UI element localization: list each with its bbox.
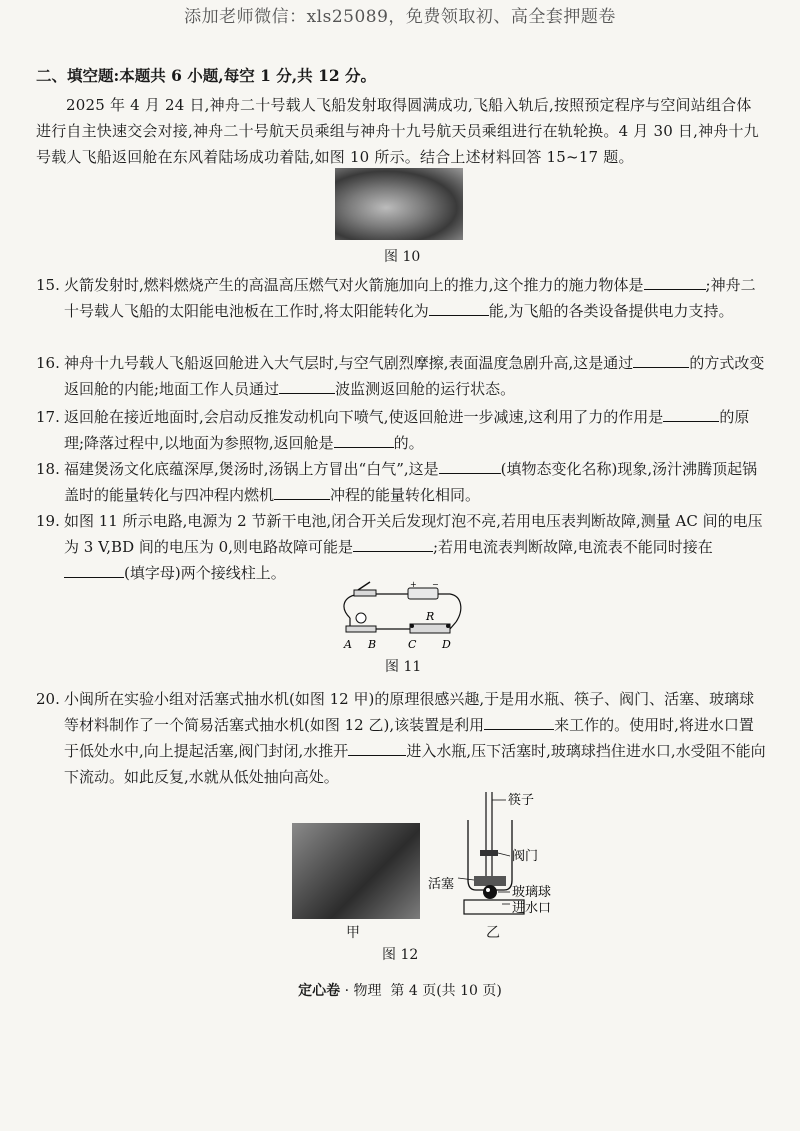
question-text: 神舟十九号载人飞船返回舱进入大气层时,与空气剧烈摩擦,表面温度急剧升高,这是通过 xyxy=(64,354,634,372)
question-text: 火箭发射时,燃料燃烧产生的高温高压燃气对火箭施加向上的推力,这个推力的施力物体是 xyxy=(64,276,644,294)
question-text: 返回舱在接近地面时,会启动反推发动机向下喷气,使返回舱进一步减速,这利用了力的作用是 xyxy=(64,408,664,426)
question-text: (填物态变化名称)现象,汤汁沸腾顶起锅盖时的能量转化与四冲程内燃机 xyxy=(64,460,758,504)
question-16 xyxy=(36,350,766,402)
switch-base xyxy=(354,590,376,596)
label-piston: 活塞 xyxy=(428,877,455,892)
question-number: 20. xyxy=(36,690,60,708)
minus-sign: − xyxy=(432,580,439,589)
question-text: ;若用电流表判断故障,电流表不能同时接在 xyxy=(432,538,713,556)
question-text: 的。 xyxy=(393,434,424,452)
question-number: 19. xyxy=(36,512,60,530)
answer-blank[interactable] xyxy=(348,739,406,756)
label-glass-ball: 玻璃球 xyxy=(512,885,552,900)
question-text: 来工作的。使用时,将进水口置于低处水中,向上提起活塞,阀门封闭,水推开 xyxy=(64,716,754,760)
figure-12-label-jia: 甲 xyxy=(346,925,360,941)
question-text: 波监测返回舱的运行状态。 xyxy=(335,380,516,398)
page-footer xyxy=(0,980,800,1000)
figure-11-caption: 图 11 xyxy=(385,659,422,675)
question-text: 冲程的能量转化相同。 xyxy=(330,486,481,504)
figure-12-diagram-yi xyxy=(428,790,588,930)
question-text: 如图 11 所示电路,电源为 2 节新干电池,闭合开关后发现灯泡不亮,若用电压表判断故障,测量 AC 间的电压为 3 V,BD 间的电压为 0,则电路故障可能是 xyxy=(64,512,763,556)
question-text: (填字母)两个接线柱上。 xyxy=(124,564,286,582)
answer-blank[interactable] xyxy=(64,561,124,578)
question-18 xyxy=(36,456,766,508)
question-20 xyxy=(36,686,766,790)
intro-paragraph: 2025 年 4 月 24 日,神舟二十号载人飞船发射取得圆满成功,飞船入轨后,按照预定程序与空间站组合体进行自主快速交会对接,神舟二十号航天员乘组与神舟十九号航天员乘组进行在轨轮换。4 月 30 日,神舟十九号载人飞船返回舱在东风着陆场成功着陆,如图 10 所示。结合上述材料回答 15~17 题。 xyxy=(36,96,759,166)
answer-blank[interactable] xyxy=(429,299,489,316)
question-15 xyxy=(36,272,766,324)
answer-blank[interactable] xyxy=(484,713,554,730)
label-D: D xyxy=(442,638,451,651)
question-number: 16. xyxy=(36,354,60,372)
section-title: 二、填空题:本题共 6 小题,每空 1 分,共 12 分。 xyxy=(36,66,377,85)
label-A: A xyxy=(344,638,352,651)
question-text: ;神舟二十号载人飞船的太阳能电池板在工作时,将太阳能转化为 xyxy=(64,276,756,320)
lamp-bulb xyxy=(356,613,366,623)
plus-sign: + xyxy=(410,580,417,589)
answer-blank[interactable] xyxy=(663,405,719,422)
answer-blank[interactable] xyxy=(279,377,335,394)
figure-12-caption: 图 12 xyxy=(382,947,419,963)
question-number: 15. xyxy=(36,276,60,294)
question-text: 的方式改变返回舱的内能;地面工作人员通过 xyxy=(64,354,765,398)
question-text: 进入水瓶,压下活塞时,玻璃球挡住进水口,水受阻不能向下流动。如此反复,水就从低处抽向高处。 xyxy=(64,742,766,786)
label-B: B xyxy=(368,638,377,651)
answer-blank[interactable] xyxy=(334,431,394,448)
valve-shape xyxy=(480,850,498,856)
question-17 xyxy=(36,404,766,456)
answer-blank[interactable] xyxy=(353,535,433,552)
label-valve: 阀门 xyxy=(512,849,539,864)
label-R: R xyxy=(426,610,435,623)
figure-12-photo-jia xyxy=(292,823,420,919)
resistor xyxy=(410,624,450,633)
figure-10-photo xyxy=(335,168,463,240)
watermark: 添加老师微信：xls25089，免费领取初、高全套押题卷 xyxy=(184,7,616,27)
question-text: 小闽所在实验小组对活塞式抽水机(如图 12 甲)的原理很感兴趣,于是用水瓶、筷子、阀门、活塞、玻璃球等材料制作了一个简易活塞式抽水机(如图 12 乙),该装置是利用 xyxy=(64,690,755,734)
answer-blank[interactable] xyxy=(439,457,501,474)
glass-ball xyxy=(483,885,497,899)
question-text: 的原理;降落过程中,以地面为参照物,返回舱是 xyxy=(64,408,750,452)
answer-blank[interactable] xyxy=(644,273,706,290)
answer-blank[interactable] xyxy=(274,483,330,500)
switch-lever xyxy=(358,582,370,590)
question-number: 17. xyxy=(36,408,60,426)
question-text: 福建煲汤文化底蕴深厚,煲汤时,汤锅上方冒出“白气”,这是 xyxy=(64,460,439,478)
question-19 xyxy=(36,508,766,586)
footer-subject: 物理 xyxy=(353,983,382,999)
piston-shape xyxy=(474,876,506,886)
label-inlet: 进水口 xyxy=(512,901,552,916)
question-text: 能,为飞船的各类设备提供电力支持。 xyxy=(488,302,734,320)
label-C: C xyxy=(408,638,417,651)
label-chopsticks: 筷子 xyxy=(508,793,535,808)
answer-blank[interactable] xyxy=(633,351,689,368)
figure-12-label-yi: 乙 xyxy=(486,925,500,941)
lamp-base xyxy=(346,626,376,632)
question-number: 18. xyxy=(36,460,60,478)
figure-10-caption: 图 10 xyxy=(384,249,421,265)
battery xyxy=(408,588,438,599)
figure-11-circuit xyxy=(330,578,470,652)
footer-page: 第 4 页(共 10 页) xyxy=(390,983,502,999)
footer-sep: · xyxy=(340,983,354,999)
footer-series: 定心卷 xyxy=(298,983,341,999)
